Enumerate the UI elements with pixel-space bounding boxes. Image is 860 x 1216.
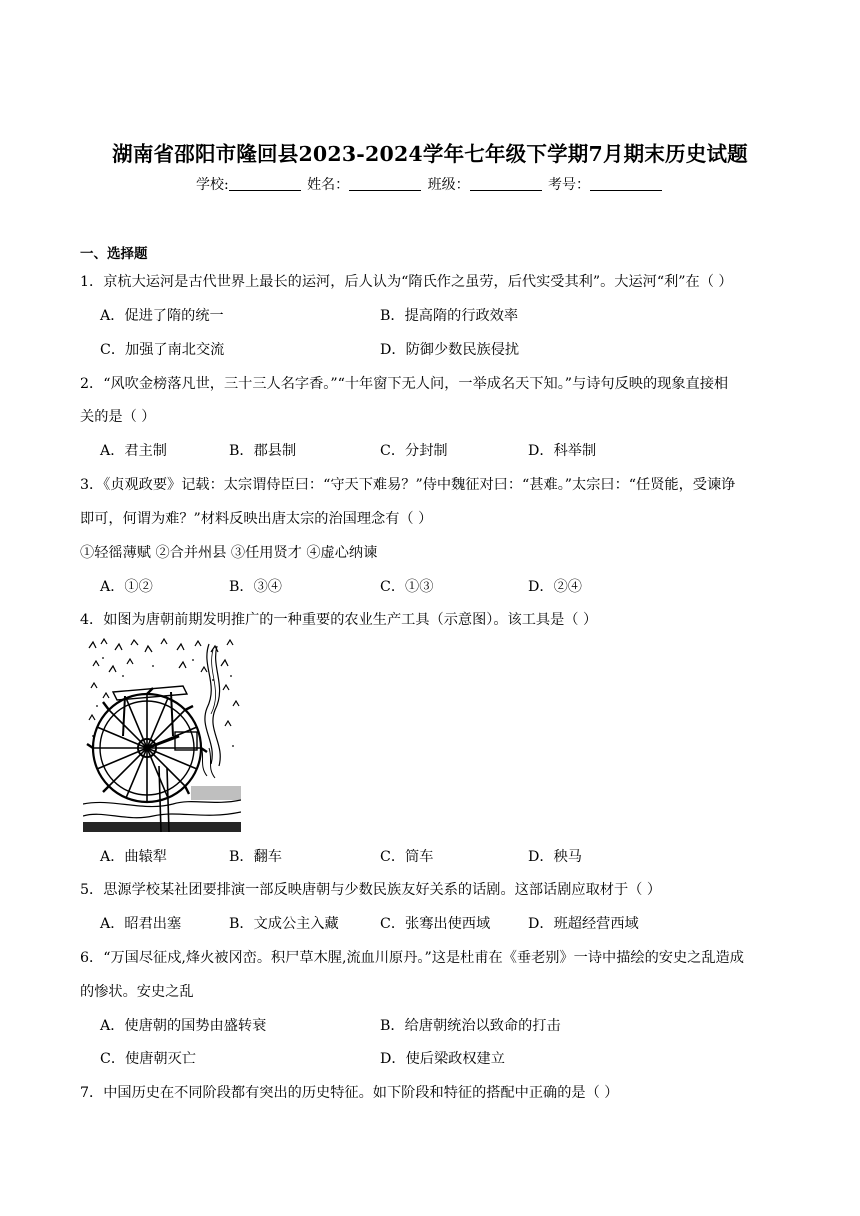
question-3-items: ①轻徭薄赋 ②合并州县 ③任用贤才 ④虚心纳谏 [80, 545, 378, 561]
exam-title: 湖南省邵阳市隆回县2023-2024学年七年级下学期7月期末历史试题 [112, 142, 748, 166]
question-1-stem: 1．京杭大运河是古代世界上最长的运河，后人认为“隋氏作之虽劳，后代实受其利”。大运河“利”在（ ） [80, 274, 733, 290]
question-4-stem: 4．如图为唐朝前期发明推广的一种重要的农业生产工具（示意图）。该工具是（ ） [80, 612, 598, 628]
q5-option-a[interactable]: A．昭君出塞 [100, 916, 182, 932]
q2-option-d[interactable]: D．科举制 [528, 443, 597, 459]
question-5-stem: 5．思源学校某社团要排演一部反映唐朝与少数民族友好关系的话剧。这部话剧应取材于（ ） [80, 882, 662, 898]
q3-option-d[interactable]: D．②④ [528, 579, 582, 595]
tool-illustration [83, 636, 241, 832]
question-2-stem-line1: 2．“风吹金榜落凡世，三十三人名字香。”“十年窗下无人问，一举成名天下知。”与诗句反映的现象直接相 [80, 376, 729, 392]
q1-option-d[interactable]: D．防御少数民族侵扰 [380, 342, 520, 358]
question-2-stem-line2: 关的是（ ） [80, 409, 156, 425]
q3-option-b[interactable]: B．③④ [229, 579, 282, 595]
question-7-stem: 7．中国历史在不同阶段都有突出的历史特征。如下阶段和特征的搭配中正确的是（ ） [80, 1085, 619, 1101]
school-label: 学校: [195, 177, 229, 193]
q6-option-a[interactable]: A．使唐朝的国势由盛转衰 [100, 1018, 267, 1034]
q5-option-b[interactable]: B．文成公主入藏 [229, 916, 339, 932]
name-blank[interactable] [349, 176, 421, 191]
q4-option-b[interactable]: B．翻车 [229, 849, 282, 865]
class-label: 班级： [427, 177, 470, 193]
q3-option-c[interactable]: C．①③ [380, 579, 434, 595]
q4-option-c[interactable]: C．筒车 [380, 849, 434, 865]
q6-option-c[interactable]: C．使唐朝灭亡 [100, 1051, 196, 1067]
question-3-stem-line2: 即可，何谓为难？”材料反映出唐太宗的治国理念有（ ） [80, 511, 433, 527]
name-label: 姓名： [307, 177, 350, 193]
q5-option-d[interactable]: D．班超经营西域 [528, 916, 639, 932]
q1-option-c[interactable]: C．加强了南北交流 [100, 342, 225, 358]
section-title: 一、选择题 [80, 246, 148, 262]
question-6-stem-line2: 的惨状。安史之乱 [80, 984, 194, 1000]
q4-option-a[interactable]: A．曲辕犁 [100, 849, 167, 865]
exam-no-blank[interactable] [590, 176, 662, 191]
question-6-stem-line1: 6．“万国尽征戍,烽火被冈峦。积尸草木腥,流血川原丹。”这是杜甫在《垂老别》一诗中描绘的安史之乱造成 [80, 950, 744, 966]
q3-option-a[interactable]: A．①② [100, 579, 153, 595]
q4-option-d[interactable]: D．秧马 [528, 849, 582, 865]
exam-no-label: 考号： [548, 177, 591, 193]
waterwheel-illustration-svg [83, 636, 241, 832]
q6-option-d[interactable]: D．使后梁政权建立 [380, 1051, 505, 1067]
q6-option-b[interactable]: B．给唐朝统治以致命的打击 [380, 1018, 561, 1034]
q5-option-c[interactable]: C．张骞出使西域 [380, 916, 491, 932]
q2-option-c[interactable]: C．分封制 [380, 443, 448, 459]
q1-option-a[interactable]: A．促进了隋的统一 [100, 308, 224, 324]
q2-option-a[interactable]: A．君主制 [100, 443, 167, 459]
q2-option-b[interactable]: B．郡县制 [229, 443, 297, 459]
student-info-line [0, 174, 860, 194]
question-3-stem-line1: 3．《贞观政要》记载：太宗谓侍臣曰：“守天下难易？”侍中魏征对曰：“甚难。”太宗曰：“任贤能，受谏诤 [80, 477, 736, 493]
q1-option-b[interactable]: B．提高隋的行政效率 [380, 308, 519, 324]
school-blank[interactable] [229, 176, 301, 191]
class-blank[interactable] [470, 176, 542, 191]
